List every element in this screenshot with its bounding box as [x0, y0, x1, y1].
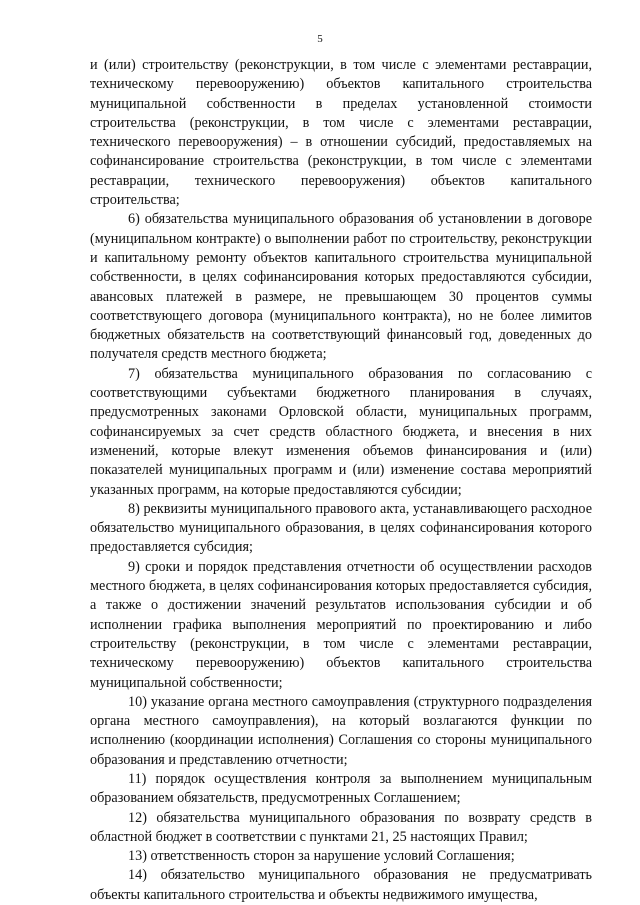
paragraph-item-6: 6) обязательства муниципального образования об установлении в договоре (муниципальном контракте) о выполнении работ по строительству, реконструкции и капитальному ремонту объектов капитального строительства муниципальной собственности, в целях софинансирования которых предоставляются субсидии, авансовых платежей в размере, не превышающем 30 процентов суммы соответствующего договора (муниципального контракта), но не более лимитов бюджетных обязательств на соответствующий финансовый год, доведенных до получателя средств местного бюджета; [90, 211, 592, 363]
paragraph-item-10: 10) указание органа местного самоуправления (структурного подразделения органа местного самоуправления), на который возлагаются функции по исполнению (координации исполнения) Соглашения со стороны муниципального образования и представлению отчетности; [90, 693, 592, 768]
paragraph-continuation: и (или) строительству (реконструкции, в том числе с элементами реставрации, техническому перевооружению) объектов капитального строительства муниципальной собственности в пределах установленной стоимости строительства (реконструкции, в том числе с элементами реставрации, технического перевооружения) – в отношении субсидий, предоставляемых на софинансирование строительства (реконструкции, в том числе с элементами реставрации, технического перевооружения) объектов капитального строительства; [90, 57, 592, 209]
paragraph-item-11: 11) порядок осуществления контроля за выполнением муниципальным образованием обязательств, предусмотренных Соглашением; [90, 770, 592, 807]
paragraph-item-12: 12) обязательства муниципального образования по возврату средств в областной бюджет в соответствии с пунктами 21, 25 настоящих Правил; [90, 809, 592, 845]
page-number: 5 [317, 33, 323, 45]
paragraph-item-13: 13) ответственность сторон за нарушение условий Соглашения; [128, 848, 515, 865]
paragraph-item-8: 8) реквизиты муниципального правового акта, устанавливающего расходное обязательство муниципального образования, в целях софинансирования которого предоставляется субсидия; [90, 500, 592, 556]
document-body [90, 56, 592, 905]
paragraph-item-7: 7) обязательства муниципального образования по согласованию с соответствующими субъектами бюджетного планирования в случаях, предусмотренных законами Орловской области, муниципальных программ, софинансируемых за счет средств областного бюджета, и внесения в них изменений, которые влекут изменения объемов финансирования и (или) показателей муниципальных программ и (или) изменение состава мероприятий указанных программ, на которые предоставляются субсидии; [90, 365, 592, 498]
paragraph-item-9: 9) сроки и порядок представления отчетности об осуществлении расходов местного бюджета, в целях софинансирования которых предоставляется субсидия, а также о достижении значений результатов использования субсидии и об исполнении графика выполнения мероприятий по проектированию и либо строительству (реконструкции, в том числе с элементами реставрации, техническому перевооружению) объектов капитального строительства муниципальной собственности; [90, 558, 592, 691]
paragraph-item-14: 14) обязательство муниципального образования не предусматривать объекты капитального строительства и объекты недвижимого имущества, [90, 867, 592, 903]
